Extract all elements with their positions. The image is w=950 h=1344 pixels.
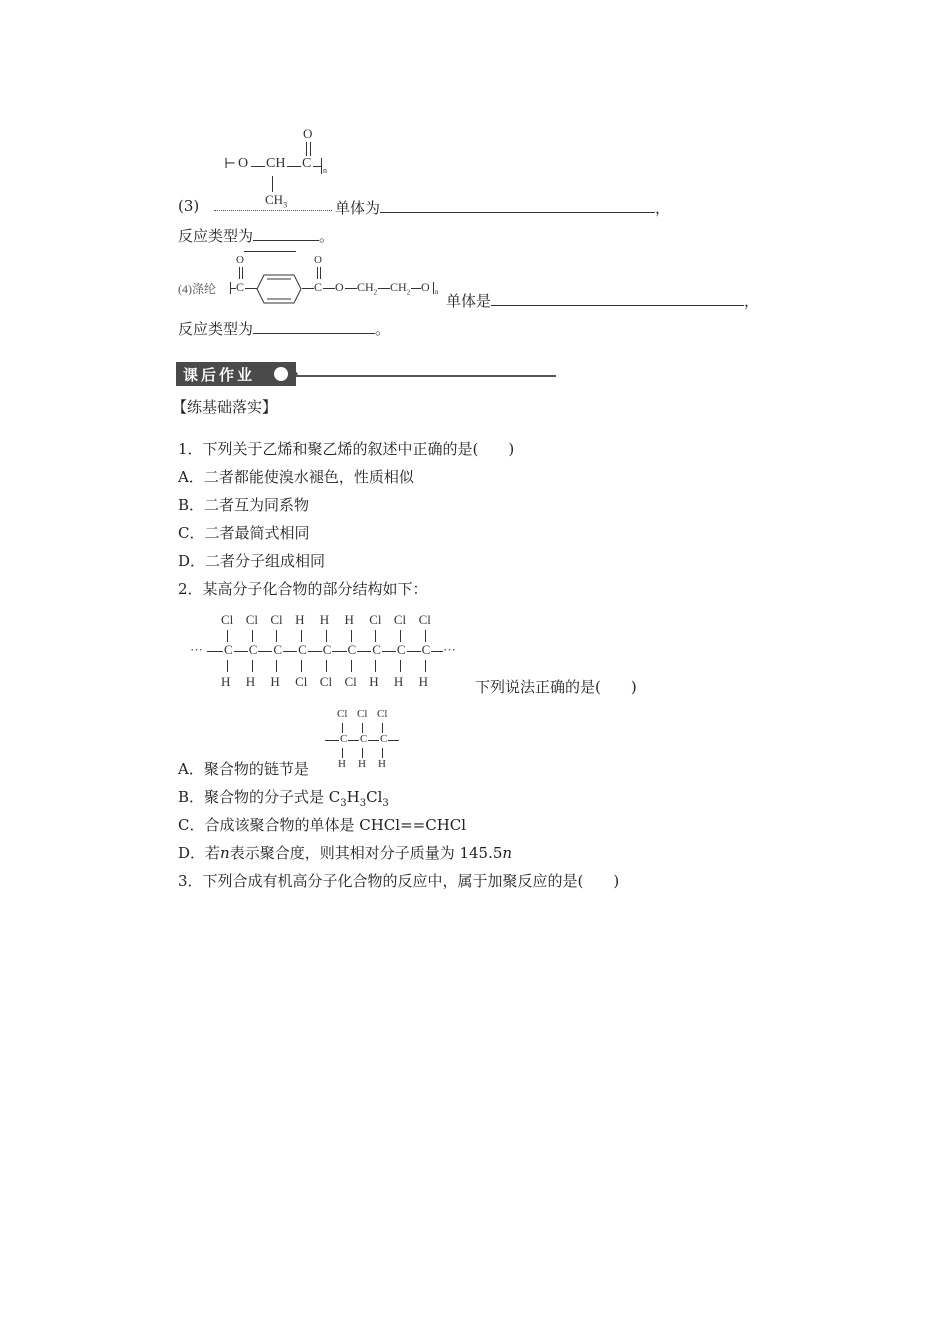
q2-prompt: 下列说法正确的是( )	[475, 678, 637, 696]
q4-db2b	[320, 267, 321, 279]
chain-carbon: C	[347, 642, 357, 657]
q4-bond-2	[302, 288, 314, 289]
q4-monomer-label: 单体是	[446, 292, 492, 310]
chain-bottom-atom: Cl	[295, 674, 308, 689]
chain-bond-down	[425, 660, 426, 672]
q3-bond-3	[313, 166, 321, 167]
q3-reaction-row	[178, 224, 334, 246]
q3b-stem: 3．下列合成有机高分子化合物的反应中，属于加聚反应的是( )	[178, 872, 620, 890]
q4-number: (4)涤纶	[178, 282, 216, 296]
q3-bond-2	[287, 166, 301, 167]
q4-bond-5	[378, 288, 390, 289]
q3-bond-ch3	[272, 176, 273, 192]
chain-top-atom: Cl	[245, 612, 258, 627]
chain-carbon: C	[224, 642, 233, 657]
chain-bottom-atom: H	[393, 674, 404, 689]
q1-stem: 1．下列关于乙烯和聚乙烯的叙述中正确的是( )	[178, 440, 515, 458]
q4-c2: C	[314, 280, 323, 294]
q4-db2a	[317, 267, 318, 279]
q3-double-bond-b	[310, 142, 311, 156]
chain-bottom-atom: H	[270, 674, 280, 689]
chain-carbon: C	[372, 642, 381, 657]
chain-ellipsis-left: ···	[190, 642, 203, 657]
chain-bond-up	[252, 630, 253, 642]
chain-ellipsis-right: ···	[443, 642, 456, 657]
chain-carbon: C	[298, 642, 307, 657]
q3-bond-1	[251, 166, 265, 167]
benzene-ring-icon	[256, 274, 302, 304]
q4-o3: O	[335, 280, 344, 294]
q1-option-c[interactable]: C．二者最简式相同	[178, 524, 310, 542]
q4-o2: O	[314, 254, 322, 266]
chain-carbon: C	[248, 642, 258, 657]
unit-carbon: C	[340, 733, 348, 745]
q3-bracket-left: ⊢	[224, 157, 237, 172]
chain-bond-down	[351, 660, 352, 672]
chain-bond-up	[301, 630, 302, 642]
chain-bond-up	[425, 630, 426, 642]
unit-bond-down	[382, 748, 383, 758]
q4-n: n	[435, 288, 439, 296]
unit-bottom-atom: H	[378, 758, 386, 770]
chain-bottom-atom: Cl	[344, 674, 357, 689]
unit-bond-down	[342, 748, 343, 758]
q3-reaction-label: 反应类型为	[178, 227, 254, 245]
q4-monomer-row	[446, 289, 759, 311]
chain-bottom-atom: H	[221, 674, 231, 689]
chain-bottom-atom: H	[245, 674, 256, 689]
q3-o-top: O	[303, 126, 313, 141]
unit-bond-up	[382, 723, 383, 733]
q3-monomer-label: 单体为	[335, 199, 381, 217]
chain-bond-up	[351, 630, 352, 642]
chain-carbon: C	[273, 642, 283, 657]
q4-bracket-right	[433, 282, 434, 294]
chain-bottom-atom: Cl	[319, 674, 333, 689]
unit-bond-up	[362, 723, 363, 733]
q4-ch2a: $CH_2$	[357, 280, 378, 297]
chain-bond-up	[375, 630, 376, 642]
q3-formula-underline	[214, 210, 332, 211]
q1-option-d[interactable]: D．二者分子组成相同	[178, 552, 326, 570]
chain-bond-up	[276, 630, 277, 642]
chain-top-atom: H	[319, 612, 330, 627]
q4-reaction-row	[178, 317, 390, 339]
q3-ch3: $CH_3$	[265, 192, 288, 210]
q2-stem: 2．某高分子化合物的部分结构如下：	[178, 580, 428, 598]
section-banner-arrow	[288, 362, 298, 386]
chain-bond-up	[400, 630, 401, 642]
chain-top-atom: Cl	[393, 612, 407, 627]
unit-top-atom: Cl	[377, 708, 388, 720]
chain-bond-down	[400, 660, 401, 672]
q3-double-bond-a	[306, 142, 307, 156]
q4-bond-3	[323, 288, 335, 289]
q3-c: C	[302, 156, 312, 171]
chain-bond-up	[227, 630, 228, 642]
banner-rule	[296, 375, 556, 377]
q1-option-a[interactable]: A．二者都能使溴水褪色，性质相似	[178, 468, 414, 486]
q4-c1: C	[236, 280, 245, 294]
unit-bond-down	[362, 748, 363, 758]
q2-option-d[interactable]: D．若n表示聚合度，则其相对分子质量为 145.5n	[178, 844, 513, 862]
chain-top-atom: H	[295, 612, 305, 627]
section-title: 课后作业	[183, 366, 256, 384]
q4-o4: O	[421, 280, 430, 294]
q4-db1a	[239, 267, 240, 279]
q3-ch: CH	[266, 156, 286, 171]
unit-top-atom: Cl	[337, 708, 348, 720]
q3-o: O	[238, 156, 249, 171]
chain-top-atom: Cl	[418, 612, 431, 627]
q4-o1: O	[236, 254, 244, 266]
q2-option-b[interactable]: B．聚合物的分子式是 $C_3H_3Cl_3$	[178, 788, 389, 809]
q4-overline	[244, 251, 296, 252]
q4-bond-6	[411, 288, 421, 289]
unit-bottom-atom: H	[358, 758, 366, 770]
chain-bond-down	[375, 660, 376, 672]
q4-reaction-label: 反应类型为	[178, 320, 254, 338]
chain-bottom-atom: H	[369, 674, 379, 689]
q3-monomer-row	[335, 196, 670, 218]
chain-bond-up	[326, 630, 327, 642]
unit-bottom-atom: H	[338, 758, 346, 770]
q3-period: 。	[319, 227, 335, 245]
q4-monomer-blank[interactable]	[491, 289, 744, 306]
q3-monomer-blank[interactable]	[380, 196, 655, 213]
q3-bracket-right	[321, 158, 322, 174]
q4-bond-4	[345, 288, 357, 289]
chain-bond-down	[276, 660, 277, 672]
chain-carbon: C	[322, 642, 332, 657]
chain-carbon: C	[396, 642, 406, 657]
q4-db1b	[242, 267, 243, 279]
q1-option-b[interactable]: B．二者互为同系物	[178, 496, 310, 514]
unit-top-atom: Cl	[357, 708, 368, 720]
q3-n: n	[323, 166, 327, 175]
q3-line	[178, 196, 199, 216]
q4-period: 。	[375, 320, 391, 338]
q4-reaction-blank[interactable]	[253, 317, 375, 334]
chain-top-atom: Cl	[221, 612, 234, 627]
q2-option-a[interactable]: A．聚合物的链节是	[178, 760, 309, 778]
unit-carbon: C	[380, 733, 388, 745]
q3-number: (3)	[178, 197, 200, 215]
chain-carbon: C	[421, 642, 431, 657]
q3-reaction-blank[interactable]	[253, 224, 319, 241]
q4-comma: ，	[744, 292, 760, 310]
chain-bond-down	[301, 660, 302, 672]
unit-carbon: C	[360, 733, 368, 745]
chain-top-atom: Cl	[270, 612, 283, 627]
chain-top-atom: H	[344, 612, 354, 627]
q2-option-c[interactable]: C．合成该聚合物的单体是 CHCl==CHCl	[178, 816, 467, 834]
q4-ch2b: $CH_2$	[390, 280, 411, 297]
chain-top-atom: Cl	[369, 612, 382, 627]
chain-bond-down	[252, 660, 253, 672]
unit-bond-up	[342, 723, 343, 733]
section-subtitle: 【练基础落实】	[172, 398, 278, 416]
chain-bottom-atom: H	[418, 674, 428, 689]
banner-dot-icon	[274, 367, 288, 381]
q3-comma: ，	[655, 199, 671, 217]
chain-bond-down	[326, 660, 327, 672]
chain-bond-down	[227, 660, 228, 672]
